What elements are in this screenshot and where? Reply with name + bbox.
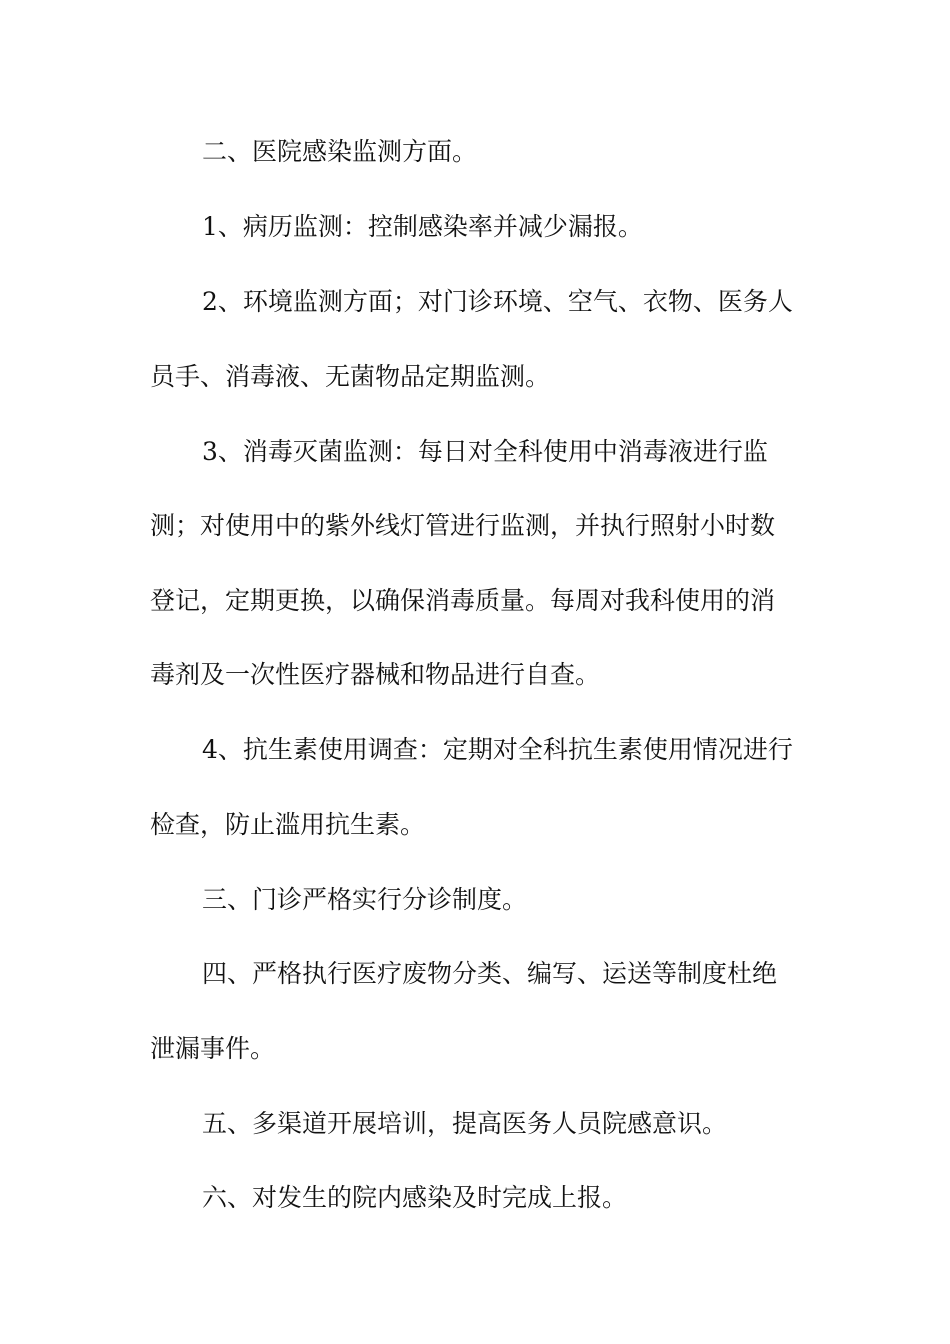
paragraph-medical-record-monitoring: 1、病历监测：控制感染率并减少漏报。	[202, 212, 643, 241]
section-heading-reporting: 六、对发生的院内感染及时完成上报。	[202, 1183, 628, 1212]
paragraph-disinfection-monitoring: 3、消毒灭菌监测：每日对全科使用中消毒液进行监	[202, 437, 768, 466]
paragraph-environment-monitoring: 2、环境监测方面；对门诊环境、空气、衣物、医务人	[202, 287, 793, 316]
section-heading-training: 五、多渠道开展培训，提高医务人员院感意识。	[202, 1109, 728, 1138]
section-heading-infection-monitoring: 二、医院感染监测方面。	[202, 137, 478, 166]
paragraph-antibiotic-survey: 4、抗生素使用调查：定期对全科抗生素使用情况进行	[202, 735, 793, 764]
section-heading-medical-waste-cont: 泄漏事件。	[150, 1034, 276, 1063]
paragraph-disinfection-monitoring-cont-3: 毒剂及一次性医疗器械和物品进行自查。	[150, 660, 601, 689]
paragraph-antibiotic-survey-cont: 检查，防止滥用抗生素。	[150, 810, 426, 839]
section-heading-triage-system: 三、门诊严格实行分诊制度。	[202, 885, 528, 914]
paragraph-environment-monitoring-cont: 员手、消毒液、无菌物品定期监测。	[150, 362, 551, 391]
paragraph-disinfection-monitoring-cont-2: 登记，定期更换，以确保消毒质量。每周对我科使用的消	[150, 586, 776, 615]
paragraph-disinfection-monitoring-cont-1: 测；对使用中的紫外线灯管进行监测，并执行照射小时数	[150, 511, 776, 540]
section-heading-medical-waste: 四、严格执行医疗废物分类、编写、运送等制度杜绝	[202, 959, 778, 988]
